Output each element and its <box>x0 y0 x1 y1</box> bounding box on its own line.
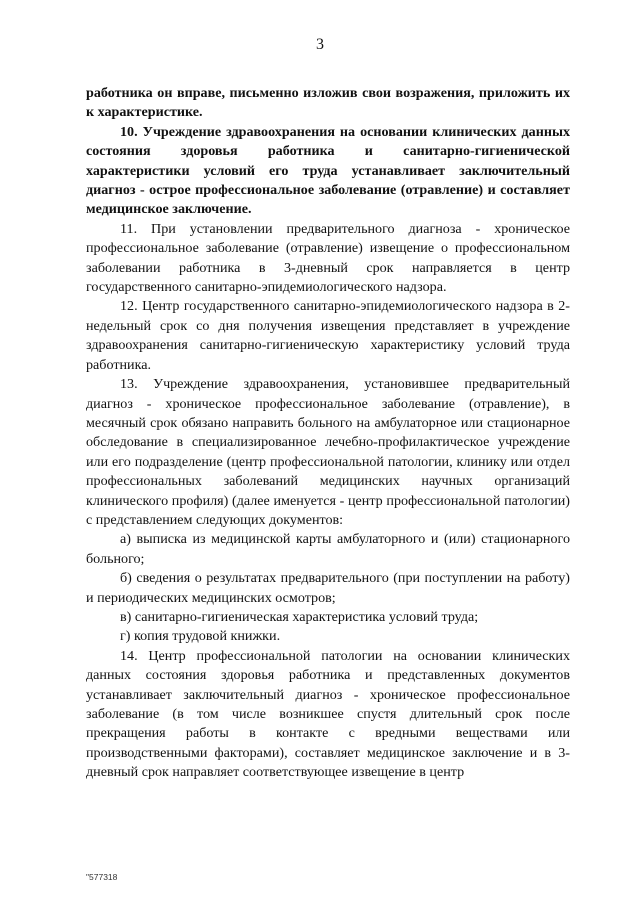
paragraph-13-item-c: в) санитарно-гигиеническая характеристика условий труда; <box>120 608 479 625</box>
paragraph-continuation: работника он вправе, письменно изложив свои возражения, приложить их к характеристике. <box>86 85 570 121</box>
footer-document-code: "577318 <box>86 872 118 882</box>
paragraph-13-item-a: а) выписка из медицинской карты амбулаторного и (или) стационарного больного; <box>86 531 570 567</box>
paragraph-12: 12. Центр государственного санитарно-эпидемиологического надзора в 2-недельный срок со дня получения извещения представляет в учреждение здравоохранения санитарно-гигиеническую характеристику условий труда работника. <box>86 298 570 373</box>
document-body <box>86 84 570 783</box>
paragraph-10: 10. Учреждение здравоохранения на основании клинических данных состояния здоровья работника и санитарно-гигиенической характеристики условий его труда устанавливает заключительный диагноз - острое профессиональное заболевание (отравление) и составляет медицинское заключение. <box>86 123 570 218</box>
paragraph-14: 14. Центр профессиональной патологии на основании клинических данных состояния здоровья работника и представленных документов устанавливает заключительный диагноз - хроническое профессиональное заболевание (в том числе возникшее спустя длительный срок после прекращения работы в контакте с вредными веществами или производственными факторами), составляет медицинское заключение и в 3-дневный срок направляет соответствующее извещение в центр <box>86 647 570 781</box>
paragraph-13: 13. Учреждение здравоохранения, установившее предварительный диагноз - хроническое профессиональное заболевание (отравление), в месячный срок обязано направить больного на амбулаторное или стационарное обследование в специализированное лечебно-профилактическое учреждение или его подразделение (центр профессиональной патологии, клинику или отдел профессиональных заболеваний медицинских научных организаций клинического профиля) (далее именуется - центр профессиональной патологии) с представлением следующих документов: <box>86 376 570 528</box>
page-number: 3 <box>316 36 324 53</box>
paragraph-13-item-d: г) копия трудовой книжки. <box>120 628 281 645</box>
paragraph-11: 11. При установлении предварительного диагноза - хроническое профессиональное заболевание (отравление) извещение о профессиональном заболевании работника в 3-дневный срок направляется в центр государственного санитарно-эпидемиологического надзора. <box>86 220 570 296</box>
paragraph-13-item-b: б) сведения о результатах предварительного (при поступлении на работу) и периодических медицинских осмотров; <box>86 570 570 606</box>
